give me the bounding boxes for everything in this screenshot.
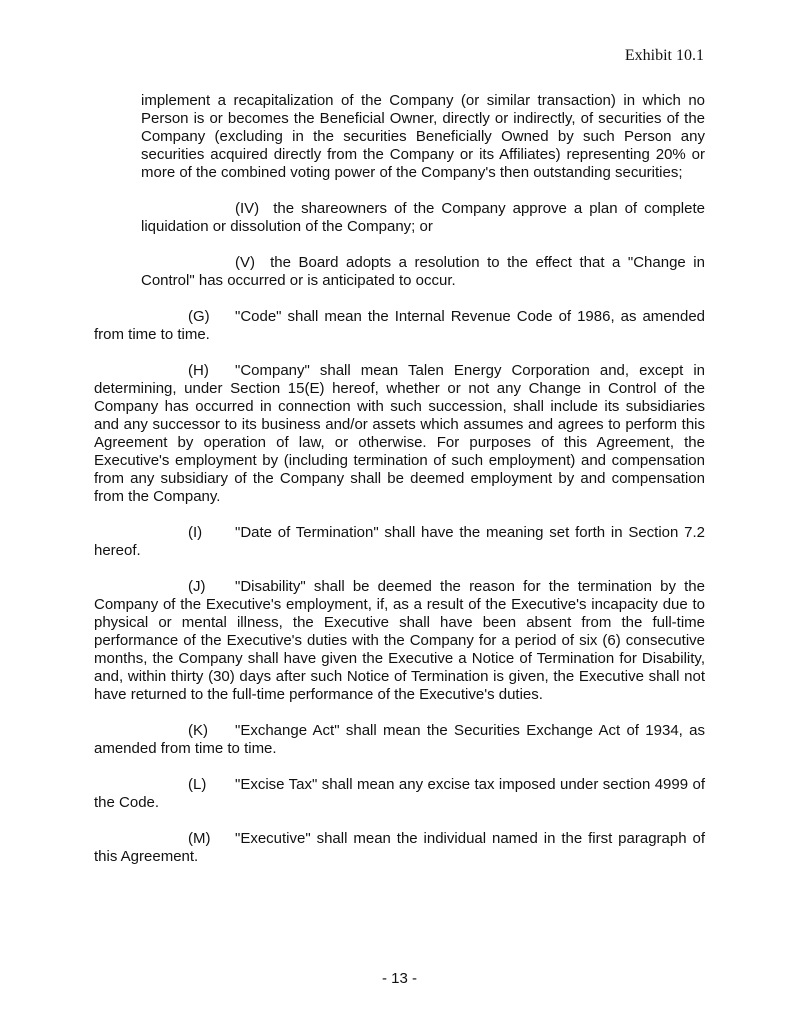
definition-text: "Code" shall mean the Internal Revenue Code of 1986, as amended from time to time. (94, 308, 705, 343)
definition-label: (G) (188, 308, 210, 325)
document-body (94, 92, 705, 884)
sub-item-label: (V) (235, 254, 255, 271)
clause-iii-continuation (141, 92, 705, 290)
definition-label: (L) (188, 776, 207, 793)
definition-label: (H) (188, 362, 209, 379)
sub-item-v (141, 254, 705, 290)
exhibit-label: Exhibit 10.1 (624, 47, 704, 64)
definition-g (94, 308, 705, 344)
definition-i (94, 524, 705, 560)
definition-text: "Company" shall mean Talen Energy Corporation and, except in determining, under Section 15(E) hereof, whether or not any Change in Control of the Company has occurred in connection with such succession, shall include its subsidiaries and any successor to its business and/or assets which assumes and agrees to perform this Agreement by operation of law, or otherwise. For purposes of this Agreement, the Executive's employment by (including termination of such employment) and compensation from any subsidiary of the Company shall be deemed employment by and compensation from the Company. (94, 362, 705, 505)
definition-text: "Executive" shall mean the individual named in the first paragraph of this Agreement. (94, 830, 705, 865)
definition-label: (M) (188, 830, 211, 847)
definition-text: "Excise Tax" shall mean any excise tax imposed under section 4999 of the Code. (94, 776, 705, 811)
definition-l (94, 776, 705, 812)
definition-h (94, 362, 705, 506)
definition-label: (I) (188, 524, 203, 541)
definition-label: (K) (188, 722, 208, 739)
definition-text: "Date of Termination" shall have the meaning set forth in Section 7.2 hereof. (94, 524, 705, 559)
definition-j (94, 578, 705, 704)
continuation-paragraph: implement a recapitalization of the Company (or similar transaction) in which no Person is or becomes the Beneficial Owner, directly or indirectly, of securities of the Company (excluding in the securities Beneficially Owned by such Person any securities acquired directly from the Company or its Affiliates) representing 20% or more of the combined voting power of the Company's then outstanding securities; (141, 92, 705, 181)
definition-label: (J) (188, 578, 206, 595)
sub-item-text: the shareowners of the Company approve a plan of complete liquidation or dissolution of the Company; or (141, 200, 705, 235)
sub-item-text: the Board adopts a resolution to the effect that a "Change in Control" has occurred or is anticipated to occur. (141, 254, 705, 289)
definition-text: "Disability" shall be deemed the reason for the termination by the Company of the Executive's employment, if, as a result of the Executive's incapacity due to physical or mental illness, the Executive shall have been absent from the full-time performance of the Executive's duties with the Company for a period of six (6) consecutive months, the Company shall have given the Executive a Notice of Termination for Disability, and, within thirty (30) days after such Notice of Termination is given, the Executive shall not have returned to the full-time performance of the Executive's duties. (94, 578, 705, 703)
sub-item-label: (IV) (235, 200, 260, 217)
sub-item-iv (141, 200, 705, 236)
definition-k (94, 722, 705, 758)
page-number: - 13 - (381, 970, 417, 987)
definition-m (94, 830, 705, 866)
definition-text: "Exchange Act" shall mean the Securities Exchange Act of 1934, as amended from time to time. (94, 722, 705, 757)
